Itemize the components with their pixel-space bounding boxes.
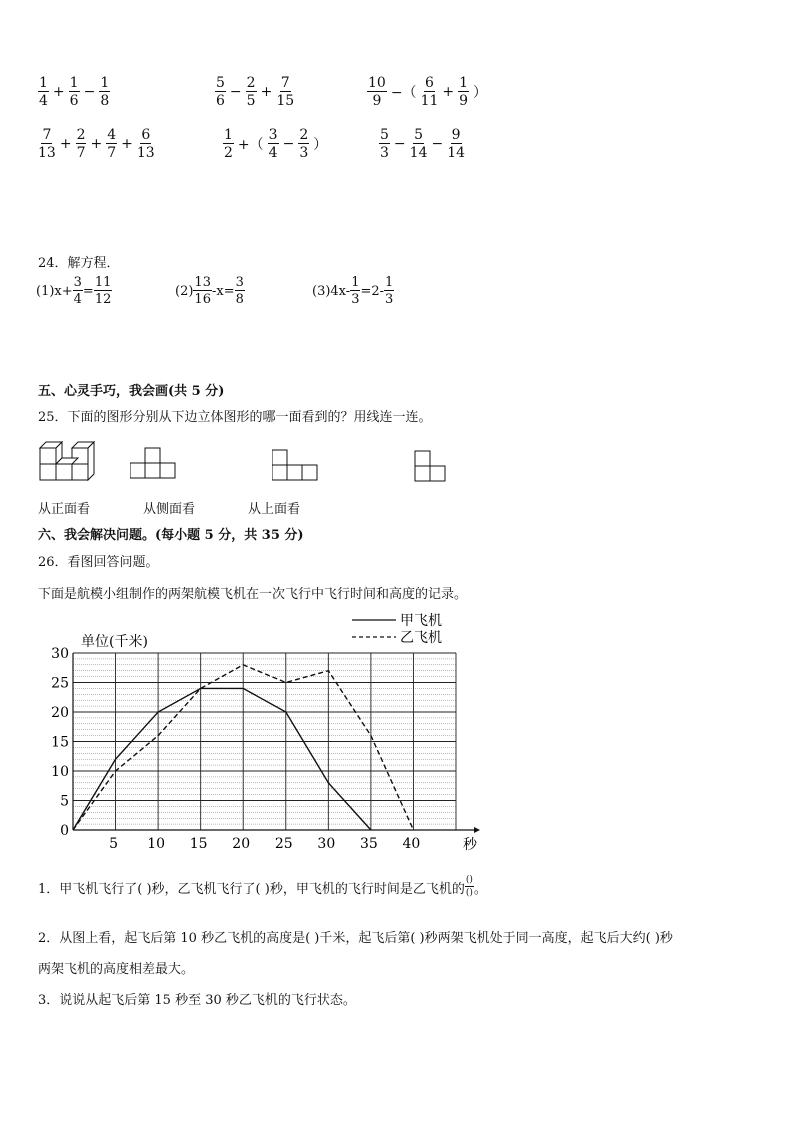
cube-solid-figure: [38, 440, 100, 484]
fraction: $\frac{1}{6}$: [69, 75, 79, 109]
fraction: $\frac{1}{8}$: [100, 75, 110, 109]
x-tick-label: 35: [359, 836, 378, 852]
question-25: 25．下面的图形分别从下边立体图形的哪一面看到的？用线连一连。: [38, 410, 432, 425]
y-tick-label: 20: [51, 705, 69, 721]
fraction: $\frac{3}{4}$: [268, 127, 278, 161]
operator: −: [229, 84, 242, 100]
x-tick-label: 10: [147, 836, 166, 852]
fraction: $\frac{1}{9}$: [459, 75, 469, 109]
chart-intro: 下面是航模小组制作的两架航模飞机在一次飞行中飞行时间和高度的记录。: [38, 587, 468, 602]
view-figure-3: [414, 450, 448, 484]
fraction: $\frac{10}{9}$: [368, 75, 386, 109]
operator: +（: [237, 137, 264, 153]
expression-row1-3: [367, 76, 491, 108]
x-tick-label: 40: [402, 836, 421, 852]
fraction: $\frac{7}{15}$: [276, 75, 295, 109]
fraction: $\frac{6}{13}$: [136, 127, 155, 161]
question-1-fraction: $\frac{()}{()}$: [465, 875, 473, 898]
view-figure-2: [272, 449, 322, 483]
fraction: $\frac{1}{2}$: [224, 127, 233, 161]
expression-row1-2: [215, 76, 294, 108]
fraction: $\frac{5}{6}$: [216, 75, 225, 109]
fraction: $\frac{7}{13}$: [38, 127, 56, 161]
y-tick-label: 5: [60, 793, 69, 810]
expression-row2-3: [379, 128, 465, 160]
question-2-line-1: 2．从图上看，起飞后第 10 秒乙飞机的高度是( )千米，起飞后第( )秒两架飞机处于同一高度，起飞后大约( )秒: [38, 931, 673, 946]
fraction: $\frac{4}{7}$: [107, 127, 117, 161]
fraction: $\frac{2}{5}$: [246, 75, 256, 109]
operator: +: [121, 136, 133, 152]
y-tick-label: 30: [51, 646, 69, 662]
x-tick-label: 30: [317, 836, 336, 852]
section-5-title: 五、心灵手巧，我会画(共 5 分): [38, 384, 225, 399]
operator: −: [282, 136, 295, 152]
fraction: $\frac{9}{14}$: [447, 127, 466, 161]
legend-label-1: 甲飞机: [400, 613, 442, 629]
expression-row2-2: [223, 128, 331, 160]
fraction: $\frac{1}{4}$: [39, 75, 48, 109]
fraction: $\frac{2}{7}$: [76, 127, 86, 161]
label-top-view: 从上面看: [248, 502, 301, 517]
label-front-view: 从正面看: [38, 502, 91, 517]
expression-row2-1: [38, 128, 155, 160]
operator: −: [393, 136, 406, 152]
x-axis-arrow: [474, 827, 480, 833]
operator: +: [90, 136, 103, 152]
question-3: 3．说说从起飞后第 15 秒至 30 秒乙飞机的飞行状态。: [38, 993, 356, 1008]
question-26: 26．看图回答问题。: [38, 555, 159, 570]
x-axis-label: 秒: [463, 837, 477, 853]
fraction: $\frac{5}{14}$: [409, 127, 428, 161]
equation-1: (1)x+ $\frac{3}{4}$ = $\frac{11}{12}$: [36, 275, 112, 307]
section-6-title: 六、我会解决问题。(每小题 5 分，共 35 分): [38, 528, 304, 543]
equation-3: (3)4x- $\frac{1}{3}$ =2- $\frac{1}{3}$: [312, 275, 394, 307]
operator: +: [59, 136, 72, 152]
y-tick-label: 0: [60, 823, 69, 839]
y-tick-label: 10: [51, 764, 69, 780]
x-tick-label: 5: [109, 836, 119, 852]
fraction: $\frac{6}{11}$: [420, 75, 439, 109]
operator: ）: [473, 85, 488, 101]
x-tick-label: 25: [274, 836, 293, 852]
operator: +: [442, 84, 455, 100]
operator: +: [52, 84, 65, 100]
question-2-line-2: 两架飞机的高度相差最大。: [38, 962, 195, 977]
fraction: $\frac{5}{3}$: [380, 127, 389, 161]
operator: +: [260, 84, 273, 100]
fraction: $\frac{2}{3}$: [299, 127, 309, 161]
expression-row1-1: [38, 76, 110, 108]
x-tick-label: 20: [232, 836, 251, 852]
flight-height-chart: [40, 608, 490, 858]
x-tick-label: 15: [189, 836, 208, 852]
y-axis-label: 单位(千米): [81, 634, 148, 650]
question-24-title: 24．解方程．: [38, 256, 120, 271]
y-tick-label: 25: [51, 675, 69, 692]
view-figure-1: [130, 447, 180, 481]
legend-label-2: 乙飞机: [400, 630, 442, 646]
operator: −: [431, 136, 444, 152]
operator: −: [83, 84, 96, 100]
y-tick-label: 15: [51, 734, 69, 751]
operator: −（: [390, 85, 417, 101]
question-1: 1．甲飞机飞行了( )秒，乙飞机飞行了( )秒，甲飞机的飞行时间是乙飞机的 $\frac{()}{()}$ 。: [38, 875, 487, 898]
equation-2: (2) $\frac{13}{16}$ -x= $\frac{3}{8}$: [175, 275, 244, 307]
label-side-view: 从侧面看: [143, 502, 196, 517]
operator: ）: [313, 137, 328, 153]
